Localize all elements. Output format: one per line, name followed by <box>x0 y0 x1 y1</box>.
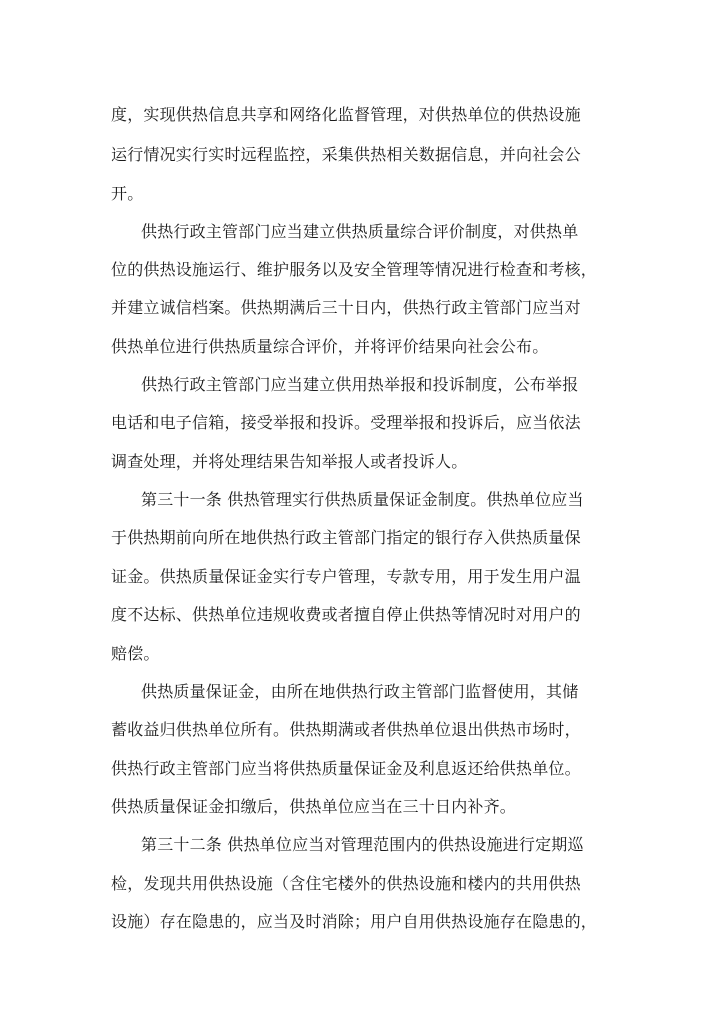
paragraph-first-line: 供热行政主管部门应当建立供用热举报和投诉制度，公布举报 <box>141 375 579 394</box>
text-line: 位的供热设施运行、维护服务以及安全管理等情况进行检查和考核， <box>111 260 598 279</box>
text-line: 度不达标、供热单位违规收费或者擅自停止供热等情况时对用户的 <box>111 605 581 624</box>
text-line: 蓄收益归供热单位所有。供热期满或者供热单位退出供热市场时， <box>111 720 581 739</box>
text-line: 调查处理，并将处理结果告知举报人或者投诉人。 <box>111 452 468 471</box>
article-31-first-line: 第三十一条 供热管理实行供热质量保证金制度。供热单位应当 <box>141 490 584 509</box>
text-line: 度，实现供热信息共享和网络化监督管理，对供热单位的供热设施 <box>111 105 581 124</box>
text-line: 证金。供热质量保证金实行专户管理，专款专用，用于发生用户温 <box>111 567 581 586</box>
text-line: 运行情况实行实时远程监控，采集供热相关数据信息，并向社会公 <box>111 145 581 164</box>
text-line: 并建立诚信档案。供热期满后三十日内，供热行政主管部门应当对 <box>111 298 581 317</box>
paragraph-first-line: 供热行政主管部门应当建立供热质量综合评价制度，对供热单 <box>141 222 579 241</box>
text-line: 电话和电子信箱，接受举报和投诉。受理举报和投诉后，应当依法 <box>111 413 581 432</box>
paragraph-first-line: 供热质量保证金，由所在地供热行政主管部门监督使用，其储 <box>141 682 579 701</box>
text-line: 供热质量保证金扣缴后，供热单位应当在三十日内补齐。 <box>111 797 517 816</box>
text-line: 供热单位进行供热质量综合评价，并将评价结果向社会公布。 <box>111 337 549 356</box>
text-line: 设施）存在隐患的，应当及时消除；用户自用供热设施存在隐患的， <box>111 912 598 931</box>
text-line: 赔偿。 <box>111 644 160 663</box>
text-line: 供热行政主管部门应当将供热质量保证金及利息返还给供热单位。 <box>111 759 581 778</box>
text-line: 开。 <box>111 184 144 203</box>
article-32-first-line: 第三十二条 供热单位应当对管理范围内的供热设施进行定期巡 <box>141 835 584 854</box>
text-line: 于供热期前向所在地供热行政主管部门指定的银行存入供热质量保 <box>111 528 581 547</box>
text-line: 检，发现共用供热设施（含住宅楼外的供热设施和楼内的共用供热 <box>111 874 581 893</box>
